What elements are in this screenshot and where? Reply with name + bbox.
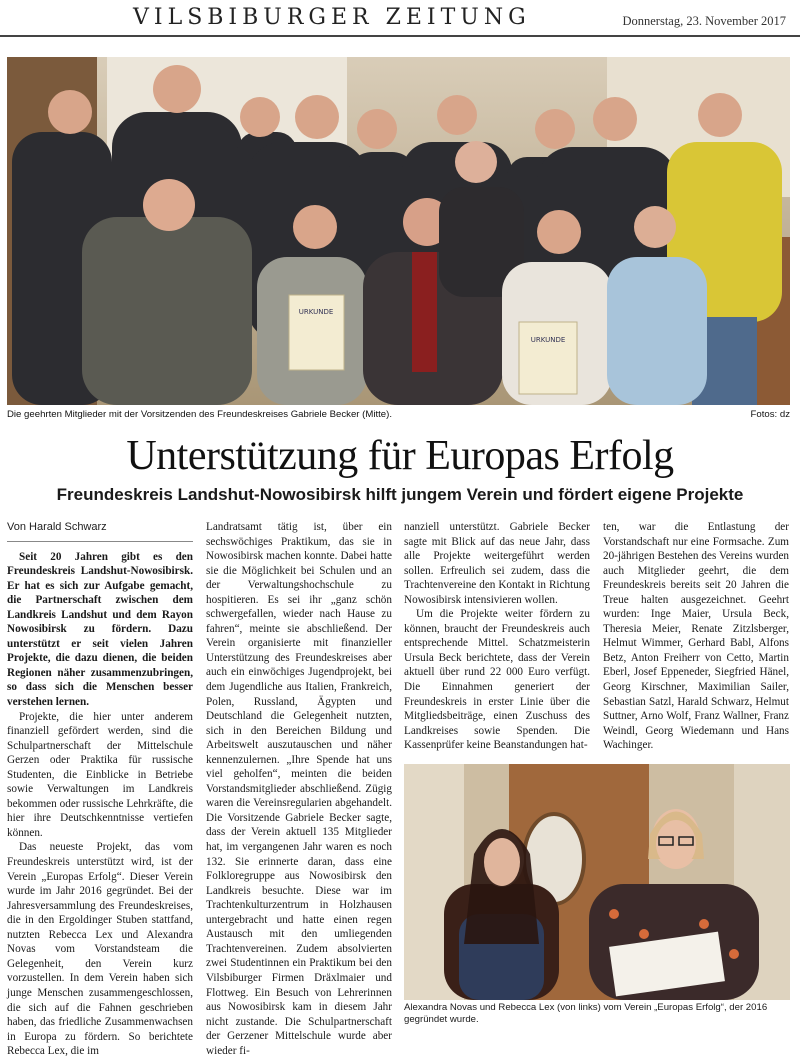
body-paragraph: Projekte, die hier unter anderem finanziell gefördert werden, sind die Schulpartnerschaft der Mittelschule Gerzen oder Praktika für russische Studenten, die Einblicke in Betriebe sowie Verwaltungen im Landkreis bekommen oder russische Lehrkräfte, die hier ihre Deutschkenntnisse vertiefen können.: [7, 710, 193, 839]
club-photo: [404, 764, 790, 1000]
body-paragraph: nanziell unterstützt. Gabriele Becker sagte mit Blick auf das neue Jahr, dass alle Projekte weitergeführt werden sollen. Erfreulich sei zudem, dass die Trachtenvereine den Kontakt in Richtung Nowosibirsk intensivieren wollen.: [404, 521, 590, 606]
article-column-2: [206, 520, 392, 1058]
article-column-1: [7, 520, 193, 1059]
lead-paragraph: Seit 20 Jahren gibt es den Freundeskreis Landshut-Nowosibirsk. Er hat es sich zur Aufgabe gemacht, die Partnerschaft zwischen dem Landkreis Landshut und dem Rayon Nowosibirsk zu fördern. Dazu unterstützt er seit vielen Jahren Projekte, die dazu dienen, die beiden Regionen näher zusammenzubringen, so dass sich die Menschen besser verstehen lernen.: [7, 550, 193, 709]
caption-text: Die geehrten Mitglieder mit der Vorsitzenden des Freundeskreises Gabriele Becker (Mitte).: [7, 409, 392, 420]
headline: Unterstützung für Europas Erfolg: [126, 433, 674, 479]
body-paragraph: Das neueste Projekt, das vom Freundeskreis unterstützt wird, ist der Verein „Europas Erfolg“. Dieser Verein wurde im Jahr 2016 gegründet. Bei der Jahresversammlung des Freundeskreises, die in den Ergoldinger Stuben stattfand, nutzten Rebecca Lex und Alexandra Novas vom Vorstandsteam die Gelegenheit, den Verein kurz vorzustellen. In dem Verein haben sich junge Menschen zusammengeschlossen, die sich auf die Fahnen geschrieben haben, das friedliche Zusammenwachsen in Europa zu fördern. So berichtete Rebecca Lex, die im: [7, 841, 193, 1058]
club-photo-caption: Alexandra Novas und Rebecca Lex (von links) vom Verein „Europas Erfolg“, der 2016 gegründet wurde.: [404, 1002, 768, 1025]
body-paragraph: Landratsamt tätig ist, über ein sechswöchiges Praktikum, das sie in Nowosibirsk machen konnte. Dabei hatte sie die Möglichkeit bei Schulen und an der Verwaltungshochschule zu hospitieren. Es sei ihr „ganz schön schwergefallen, wieder nach Hause zu fahren“, meinte sie abschließend. Der Verein organisierte mit finanzieller Unterstützung des Freundeskreises aber auch ein einwöchiges Jugendprojekt, bei dem Jugendliche aus Italien, Frankreich, Polen, Russland, Ägypten und Deutschland die Gelegenheit nutzten, sich in den Bereichen Bildung und Arbeitswelt auszutauschen und näher kennenzulernen. „Ihre Spende hat uns viel geholfen“, meinten die beiden Vorstandsmitglieder abschließend. Zügig waren die Vereinsregularien abgehandelt. Die Vorsitzende Gabriele Becker sagte, dass der Verein aktuell 135 Mitglieder hat, im vergangenen Jahr waren es noch 132. Sie erinnerte daran, dass eine Folkloregruppe aus Nowosibirsk den Landkreis besuchte. Diese war im Trachtenkulturzentrum in Holzhausen untergebracht und hatte einen regen Austausch mit den umliegenden Trachtenvereinen. Zudem absolvierten zwei Studentinnen ein Praktikum bei den Vilsbiburger Firmen Dräxlmaier und Flottweg. Ein Besuch von Lehrerinnen aus Nowosibirsk kam in diesem Jahr nicht zustande. Die Schulpartnerschaft der Gerzener Mittelschule wurde aber wieder fi-: [206, 521, 392, 1057]
article-column-4: [603, 520, 789, 753]
certificate-label: URKUNDE: [530, 336, 566, 344]
newspaper-name: VILSBIBURGER ZEITUNG: [133, 5, 531, 30]
body-paragraph: Um die Projekte weiter fördern zu können, braucht der Freundeskreis auch entsprechende Mittel. Schatzmeisterin Ursula Beck berichtete, dass der Verein aktuell über rund 22 000 Euro verfügt. Die Einnahmen generiert der Freundeskreis in erster Linie über die Mitgliedsbeiträge, einen Zuschuss des Landkreises sowie Spenden. Die Kassenprüfer keine Beanstandungen hat-: [404, 608, 590, 752]
article-column-3: [404, 520, 590, 753]
byline-rule: [7, 541, 193, 542]
byline: Von Harald Schwarz: [7, 521, 107, 533]
masthead-rule: [0, 35, 800, 37]
masthead: [0, 0, 800, 40]
photo-credit: Fotos: dz: [750, 409, 790, 420]
group-photo: [7, 57, 790, 405]
body-paragraph: ten, war die Entlastung der Vorstandschaft nur eine Formsache. Zum 20-jährigen Bestehen des Vereins wurden auch Mitglieder geehrt, die dem Freundeskreis bereits seit 20 Jahren die Treue halten ausgezeichnet. Geehrt wurden: Inge Maier, Ursula Beck, Theresia Meier, Renate Zitzlsberger, Helmut Wimmer, Gerhard Babl, Alfons Betz, Anton Freiherr von Cetto, Martin Eberl, Josef Eppeneder, Siegfried Hänel, Georg Kirschner, Maximilian Sailer, Sebastian Satzl, Harald Schwarz, Helmut Suttner, Arno Wolf, Franz Wallner, Franz Weindl, Georg Wiedemann und Hans Wachinger.: [603, 521, 789, 752]
group-photo-illustration: [7, 57, 790, 405]
club-photo-illustration: [404, 764, 790, 1000]
certificate-label: URKUNDE: [298, 308, 334, 316]
subheadline: Freundeskreis Landshut-Nowosibirsk hilft jungem Verein und fördert eigene Projekte: [56, 485, 744, 504]
group-photo-caption: [7, 409, 790, 420]
issue-date: Donnerstag, 23. November 2017: [622, 14, 786, 28]
